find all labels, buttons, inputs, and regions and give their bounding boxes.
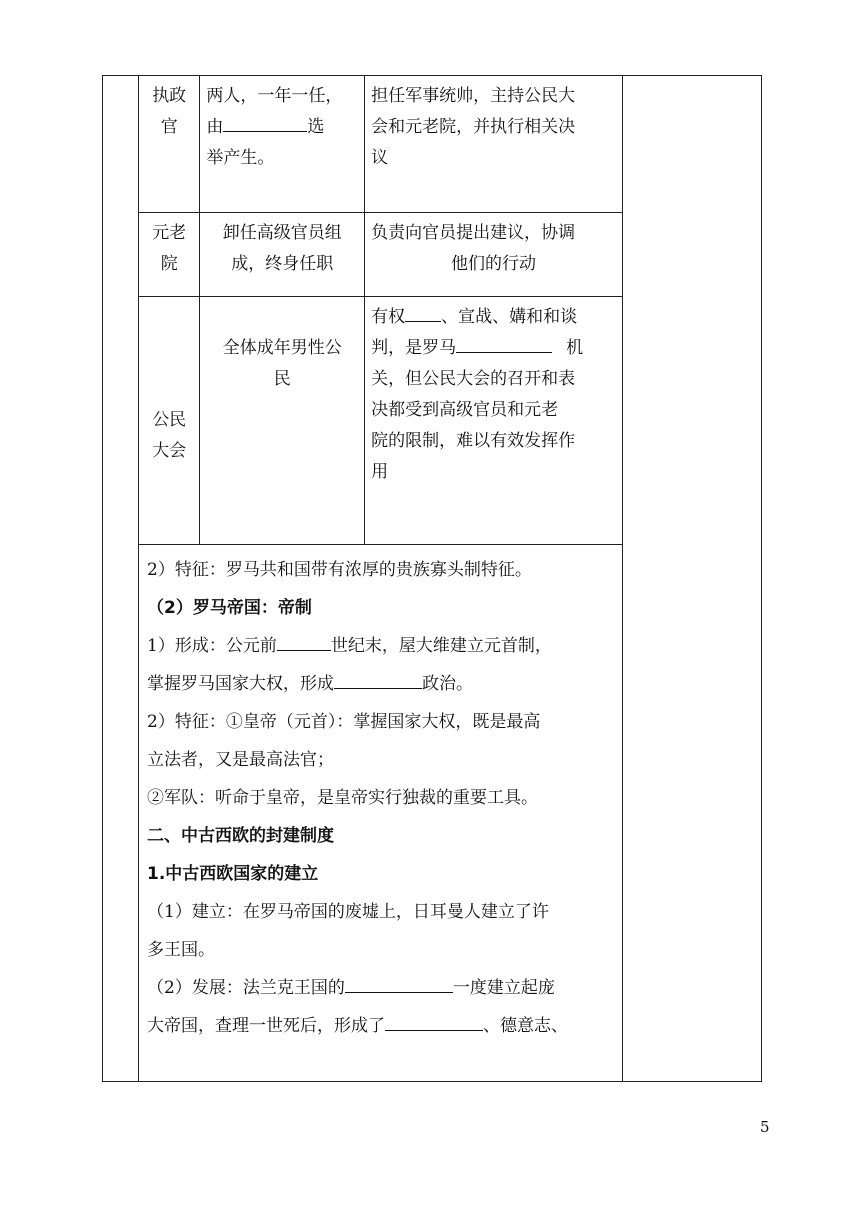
- page-number: 5: [760, 1118, 770, 1136]
- institution-name: 执政 官: [139, 76, 200, 212]
- table-row: [139, 76, 623, 212]
- development-line-1: （2）发展：法兰克王国的 一度建立起庞: [147, 969, 619, 1007]
- institution-duty: 担任军事统帅，主持公民大 会和元老院，并执行相关决 议: [365, 76, 623, 212]
- fill-blank[interactable]: [334, 670, 422, 689]
- institution-name: 公民 大会: [139, 296, 200, 544]
- fill-blank[interactable]: [456, 334, 552, 353]
- main-content-column: [139, 76, 623, 1081]
- institution-composition: 两人，一年一任， 由 选 举产生。: [200, 76, 365, 212]
- institution-duty: 有权 、宣战、媾和和谈 判，是罗马 机 关，但公民大会的召开和表 决都受到高级官员和元老 院的限制，难以有效发挥作 用: [365, 296, 623, 544]
- empire-feature-line-1: 2）特征：①皇帝（元首）：掌握国家大权，既是最高: [147, 712, 541, 732]
- fill-blank[interactable]: [223, 113, 307, 132]
- left-margin-column: [103, 76, 139, 1081]
- subsection-heading: 1.中古西欧国家的建立: [147, 864, 319, 884]
- main-body-text: [147, 551, 619, 1045]
- fill-blank[interactable]: [405, 303, 441, 322]
- republic-feature: 2）特征：罗马共和国带有浓厚的贵族寡头制特征。: [147, 560, 532, 580]
- institution-name: 元老 院: [139, 212, 200, 296]
- empire-formation-line-1: 1）形成：公元前 世纪末，屋大维建立元首制，: [147, 627, 619, 665]
- establishment-line-1: （1）建立：在罗马帝国的废墟上，日耳曼人建立了许: [147, 902, 549, 922]
- table-row: [139, 212, 623, 296]
- institution-composition: 全体成年男性公 民: [200, 296, 365, 544]
- empire-feature-line-2: 立法者，又是最高法官；: [147, 750, 334, 770]
- empire-army: ②军队：听命于皇帝，是皇帝实行独裁的重要工具。: [147, 788, 538, 808]
- institution-duty: 负责向官员提出建议，协调 他们的行动: [365, 212, 623, 296]
- fill-blank[interactable]: [345, 974, 453, 993]
- empire-heading: （2）罗马帝国：帝制: [147, 598, 312, 618]
- empire-formation-line-2: 掌握罗马国家大权，形成 政治。: [147, 665, 619, 703]
- roman-republic-institutions-table: [139, 76, 623, 545]
- development-line-2: 大帝国，查理一世死后，形成了 、德意志、: [147, 1007, 619, 1045]
- establishment-line-2: 多王国。: [147, 940, 215, 960]
- section-heading: 二、中古西欧的封建制度: [147, 826, 334, 846]
- right-notes-column: [623, 76, 761, 1081]
- fill-blank[interactable]: [385, 1012, 483, 1031]
- table-row: [139, 296, 623, 544]
- page-table: [102, 75, 762, 1082]
- fill-blank[interactable]: [277, 632, 331, 651]
- institution-composition: 卸任高级官员组 成，终身任职: [200, 212, 365, 296]
